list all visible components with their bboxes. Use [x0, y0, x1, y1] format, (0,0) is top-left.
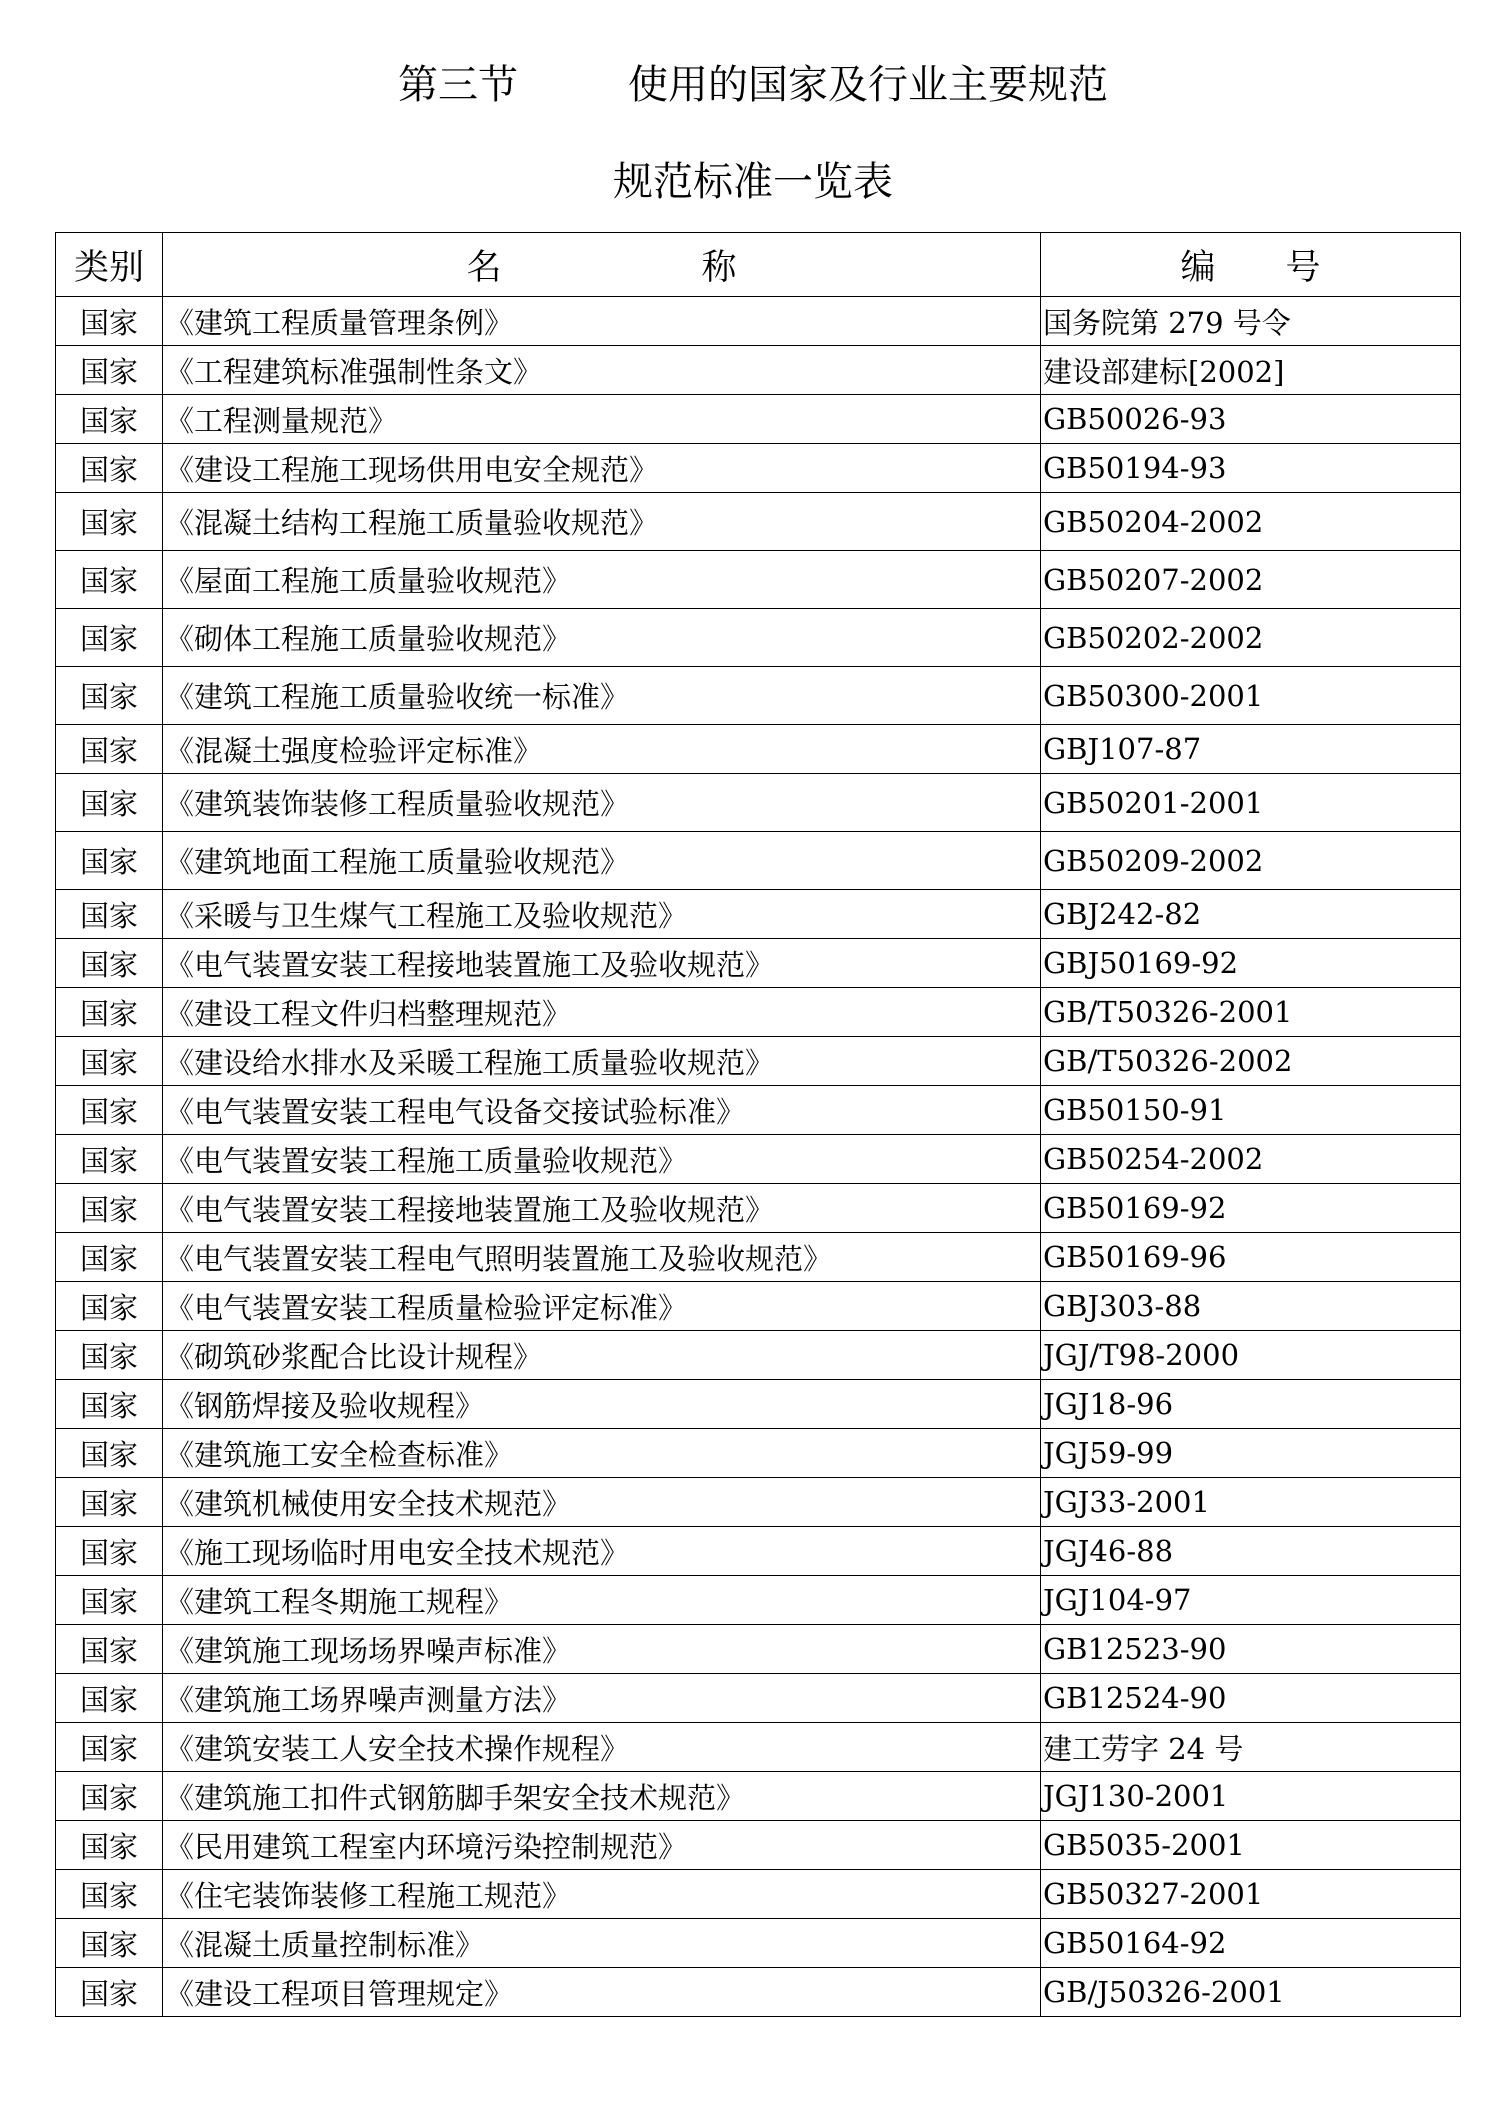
table-row: [56, 1576, 1461, 1625]
row-name: 《工程建筑标准强制性条文》: [163, 346, 1041, 395]
table-row: [56, 1184, 1461, 1233]
row-name: 《电气装置安装工程电气照明装置施工及验收规范》: [163, 1233, 1041, 1282]
row-category: 国家: [56, 493, 163, 551]
row-name: 《电气装置安装工程质量检验评定标准》: [163, 1282, 1041, 1331]
row-name: 《工程测量规范》: [163, 395, 1041, 444]
table-row: [56, 1870, 1461, 1919]
row-category: 国家: [56, 1380, 163, 1429]
row-category: 国家: [56, 1919, 163, 1968]
table-row: [56, 1527, 1461, 1576]
table-header-row: [56, 233, 1461, 297]
row-name: 《砌体工程施工质量验收规范》: [163, 609, 1041, 667]
row-name: 《建设工程施工现场供用电安全规范》: [163, 444, 1041, 493]
row-name: 《建筑工程施工质量验收统一标准》: [163, 667, 1041, 725]
table-row: [56, 988, 1461, 1037]
row-category: 国家: [56, 1184, 163, 1233]
row-code: GB/J50326-2001: [1041, 1968, 1461, 2017]
row-code: GB50300-2001: [1041, 667, 1461, 725]
row-code: GBJ50169-92: [1041, 939, 1461, 988]
header-code-part1: 编: [1180, 247, 1216, 288]
row-category: 国家: [56, 297, 163, 346]
row-category: 国家: [56, 609, 163, 667]
row-name: 《混凝土质量控制标准》: [163, 1919, 1041, 1968]
row-name: 《住宅装饰装修工程施工规范》: [163, 1870, 1041, 1919]
row-code: GBJ107-87: [1041, 725, 1461, 774]
table-row: [56, 1968, 1461, 2017]
header-name: [163, 233, 1041, 297]
row-name: 《建设工程项目管理规定》: [163, 1968, 1041, 2017]
row-code: GB50201-2001: [1041, 774, 1461, 832]
section-title: 使用的国家及行业主要规范: [628, 62, 1108, 108]
header-name-part1: 名: [466, 247, 502, 288]
table-row: [56, 1233, 1461, 1282]
row-category: 国家: [56, 1723, 163, 1772]
header-code-part2: 号: [1285, 247, 1321, 288]
row-name: 《建筑施工现场场界噪声标准》: [163, 1625, 1041, 1674]
row-code: 国务院第 279 号令: [1041, 297, 1461, 346]
row-code: GB50169-96: [1041, 1233, 1461, 1282]
row-name: 《建筑施工扣件式钢筋脚手架安全技术规范》: [163, 1772, 1041, 1821]
row-name: 《民用建筑工程室内环境污染控制规范》: [163, 1821, 1041, 1870]
row-code: JGJ/T98-2000: [1041, 1331, 1461, 1380]
row-code: GB50194-93: [1041, 444, 1461, 493]
row-code: JGJ59-99: [1041, 1429, 1461, 1478]
row-code: GB/T50326-2002: [1041, 1037, 1461, 1086]
row-name: 《建设给水排水及采暖工程施工质量验收规范》: [163, 1037, 1041, 1086]
row-name: 《建筑装饰装修工程质量验收规范》: [163, 774, 1041, 832]
row-code: GB50164-92: [1041, 1919, 1461, 1968]
row-code: GB50209-2002: [1041, 832, 1461, 890]
table-row: [56, 774, 1461, 832]
header-name-part2: 称: [701, 247, 737, 288]
row-category: 国家: [56, 1331, 163, 1380]
row-code: GB50150-91: [1041, 1086, 1461, 1135]
table-row: [56, 444, 1461, 493]
table-row: [56, 1380, 1461, 1429]
row-category: 国家: [56, 1772, 163, 1821]
table-row: [56, 1478, 1461, 1527]
row-name: 《电气装置安装工程电气设备交接试验标准》: [163, 1086, 1041, 1135]
row-name: 《混凝土结构工程施工质量验收规范》: [163, 493, 1041, 551]
header-category: 类别: [56, 233, 163, 297]
row-name: 《建筑安装工人安全技术操作规程》: [163, 1723, 1041, 1772]
row-name: 《砌筑砂浆配合比设计规程》: [163, 1331, 1041, 1380]
table-title: 规范标准一览表: [613, 159, 893, 205]
table-row: [56, 832, 1461, 890]
row-category: 国家: [56, 1282, 163, 1331]
row-category: 国家: [56, 1968, 163, 2017]
row-code: GB50202-2002: [1041, 609, 1461, 667]
row-category: 国家: [56, 444, 163, 493]
row-name: 《建筑施工场界噪声测量方法》: [163, 1674, 1041, 1723]
row-code: GB/T50326-2001: [1041, 988, 1461, 1037]
row-code: JGJ18-96: [1041, 1380, 1461, 1429]
row-code: GB50327-2001: [1041, 1870, 1461, 1919]
table-row: [56, 1429, 1461, 1478]
row-name: 《电气装置安装工程接地装置施工及验收规范》: [163, 1184, 1041, 1233]
row-code: GB50204-2002: [1041, 493, 1461, 551]
row-category: 国家: [56, 1870, 163, 1919]
row-category: 国家: [56, 1576, 163, 1625]
row-code: 建设部建标[2002]: [1041, 346, 1461, 395]
table-row: [56, 551, 1461, 609]
row-category: 国家: [56, 1478, 163, 1527]
row-category: 国家: [56, 395, 163, 444]
row-category: 国家: [56, 1135, 163, 1184]
row-name: 《建筑地面工程施工质量验收规范》: [163, 832, 1041, 890]
row-category: 国家: [56, 1037, 163, 1086]
row-category: 国家: [56, 939, 163, 988]
table-row: [56, 1772, 1461, 1821]
row-category: 国家: [56, 346, 163, 395]
row-code: GB5035-2001: [1041, 1821, 1461, 1870]
table-row: [56, 939, 1461, 988]
row-category: 国家: [56, 1821, 163, 1870]
table-row: [56, 1625, 1461, 1674]
row-name: 《建设工程文件归档整理规范》: [163, 988, 1041, 1037]
section-heading: [0, 55, 1506, 115]
row-code: 建工劳字 24 号: [1041, 1723, 1461, 1772]
row-category: 国家: [56, 890, 163, 939]
row-code: GBJ242-82: [1041, 890, 1461, 939]
row-category: 国家: [56, 988, 163, 1037]
row-name: 《电气装置安装工程施工质量验收规范》: [163, 1135, 1041, 1184]
row-category: 国家: [56, 832, 163, 890]
table-row: [56, 1086, 1461, 1135]
row-code: GB12524-90: [1041, 1674, 1461, 1723]
table-row: [56, 493, 1461, 551]
row-code: GB50207-2002: [1041, 551, 1461, 609]
row-category: 国家: [56, 1086, 163, 1135]
table-row: [56, 346, 1461, 395]
row-name: 《建筑施工安全检查标准》: [163, 1429, 1041, 1478]
row-category: 国家: [56, 1527, 163, 1576]
row-category: 国家: [56, 774, 163, 832]
row-category: 国家: [56, 725, 163, 774]
table-row: [56, 890, 1461, 939]
row-category: 国家: [56, 1625, 163, 1674]
table-row: [56, 1919, 1461, 1968]
table-row: [56, 1674, 1461, 1723]
table-row: [56, 1135, 1461, 1184]
table-row: [56, 1037, 1461, 1086]
header-code: [1041, 233, 1461, 297]
standards-table: [55, 232, 1461, 2017]
row-code: JGJ46-88: [1041, 1527, 1461, 1576]
row-category: 国家: [56, 1674, 163, 1723]
row-category: 国家: [56, 667, 163, 725]
row-name: 《钢筋焊接及验收规程》: [163, 1380, 1041, 1429]
row-category: 国家: [56, 551, 163, 609]
section-number: 第三节: [398, 62, 518, 108]
row-category: 国家: [56, 1429, 163, 1478]
row-name: 《混凝土强度检验评定标准》: [163, 725, 1041, 774]
table-row: [56, 609, 1461, 667]
row-code: JGJ130-2001: [1041, 1772, 1461, 1821]
row-code: GB50254-2002: [1041, 1135, 1461, 1184]
table-row: [56, 1723, 1461, 1772]
table-row: [56, 725, 1461, 774]
table-row: [56, 667, 1461, 725]
row-code: JGJ104-97: [1041, 1576, 1461, 1625]
row-code: GBJ303-88: [1041, 1282, 1461, 1331]
table-row: [56, 297, 1461, 346]
table-row: [56, 1821, 1461, 1870]
row-name: 《屋面工程施工质量验收规范》: [163, 551, 1041, 609]
table-row: [56, 1282, 1461, 1331]
table-row: [56, 1331, 1461, 1380]
row-name: 《电气装置安装工程接地装置施工及验收规范》: [163, 939, 1041, 988]
row-code: GB12523-90: [1041, 1625, 1461, 1674]
row-name: 《建筑工程质量管理条例》: [163, 297, 1041, 346]
row-name: 《建筑机械使用安全技术规范》: [163, 1478, 1041, 1527]
row-name: 《采暖与卫生煤气工程施工及验收规范》: [163, 890, 1041, 939]
row-code: JGJ33-2001: [1041, 1478, 1461, 1527]
table-row: [56, 395, 1461, 444]
row-category: 国家: [56, 1233, 163, 1282]
table-body: [56, 297, 1461, 2017]
row-name: 《建筑工程冬期施工规程》: [163, 1576, 1041, 1625]
row-code: GB50169-92: [1041, 1184, 1461, 1233]
row-code: GB50026-93: [1041, 395, 1461, 444]
row-name: 《施工现场临时用电安全技术规范》: [163, 1527, 1041, 1576]
